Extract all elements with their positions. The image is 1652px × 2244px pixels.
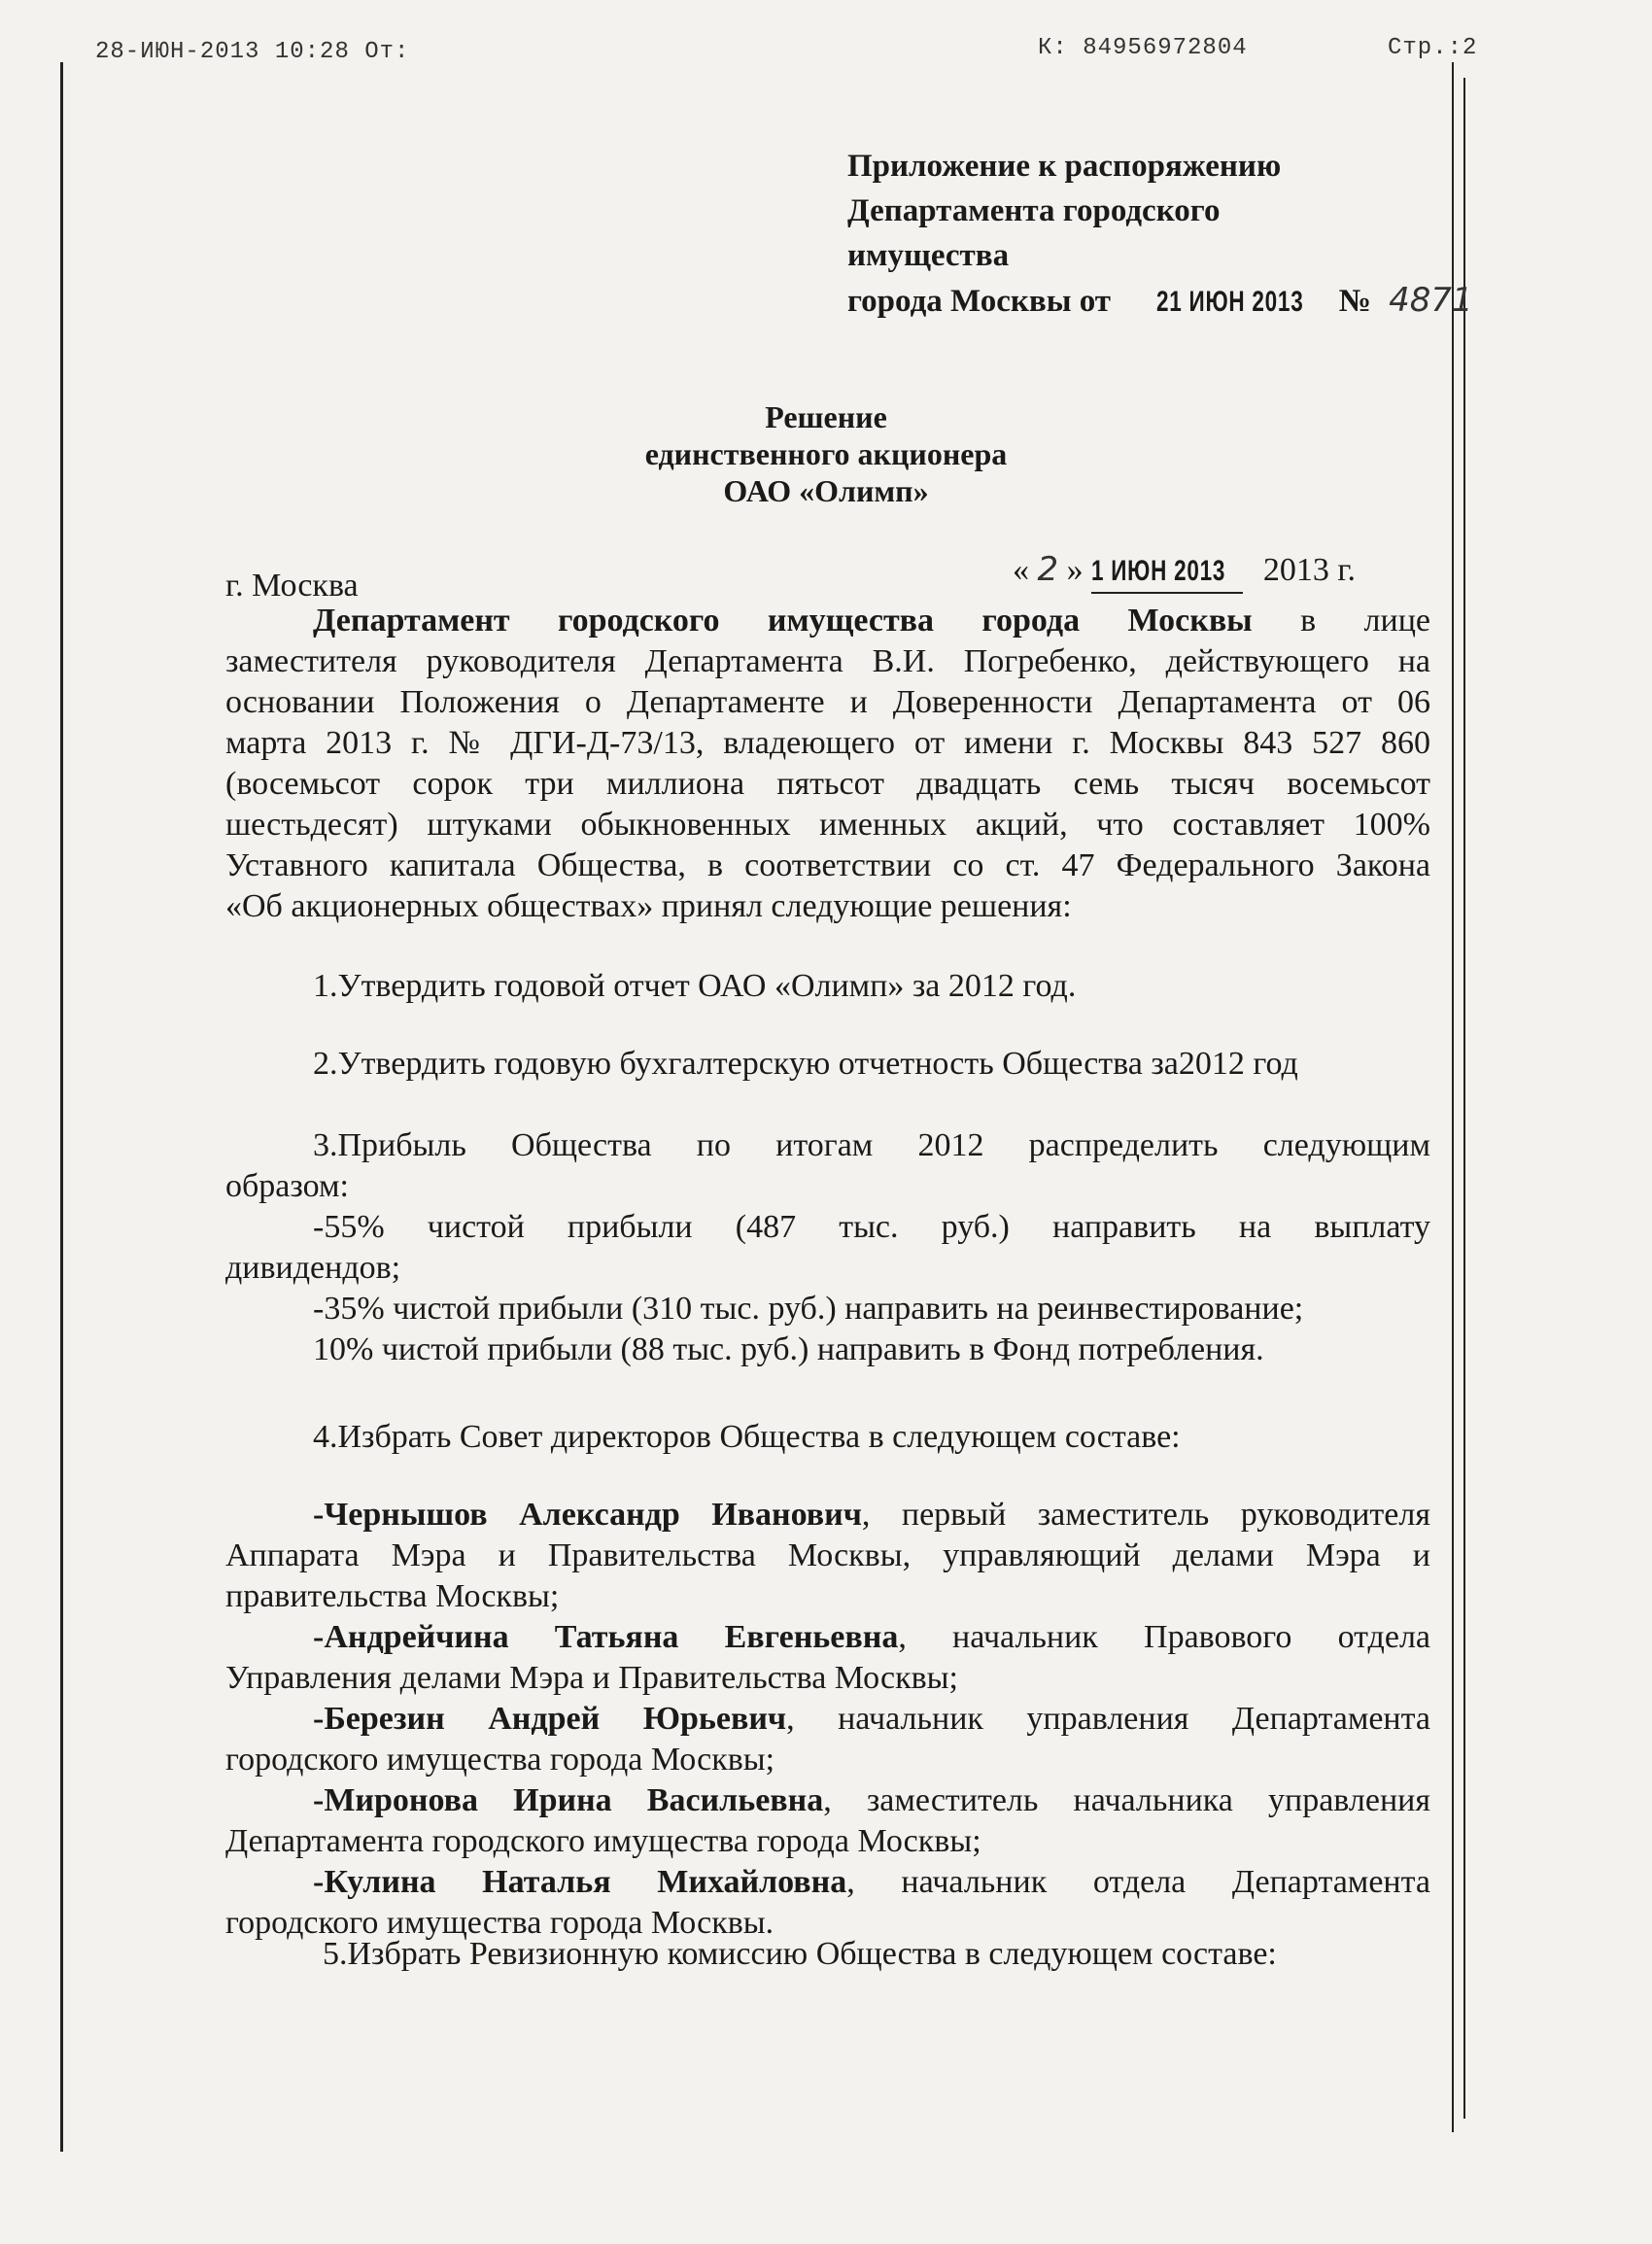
appendix-line-3: имущества: [847, 238, 1010, 273]
title-line-1: Решение: [765, 399, 887, 434]
item-3-line: дивидендов;: [225, 1250, 401, 1286]
item-3-line: -35% чистой прибыли (310 тыс. руб.) направить на реинвестирование;: [313, 1291, 1304, 1327]
intro-line: заместителя руководителя Департамента В.И. Погребенко, действующего на: [225, 643, 1430, 679]
intro-line: шестьдесят) штуками обыкновенных именных акций, что составляет 100%: [225, 807, 1430, 843]
number-sign: №: [1338, 284, 1371, 319]
date-open-quote: «: [1013, 552, 1029, 588]
board-list: [225, 1495, 1430, 1944]
fax-page-number: Стр.:2: [1388, 35, 1478, 61]
board-member-name: -Кулина Наталья Михайловна: [313, 1864, 847, 1900]
item-3-line: 10% чистой прибыли (88 тыс. руб.) направить в Фонд потребления.: [313, 1331, 1264, 1367]
board-member-name: -Чернышов Александр Иванович: [313, 1497, 862, 1533]
title-line-2: единственного акционера: [644, 436, 1008, 471]
right-margin-line: [1452, 62, 1454, 2132]
decision-date-stamp: 1 ИЮН 2013: [1091, 551, 1243, 594]
order-date-stamp: 21 ИЮН 2013: [1155, 286, 1303, 318]
item-3: [225, 1125, 1430, 1370]
title-line-3: ОАО «Олимп»: [723, 473, 929, 508]
board-member: -Чернышов Александр Иванович, первый заместитель руководителя Аппарата Мэра и Правительства Москвы, управляющий делами Мэра и правительства Москвы;: [225, 1497, 1430, 1614]
item-2: 2.Утвердить годовую бухгалтерскую отчетность Общества за2012 год: [313, 1046, 1298, 1082]
left-margin-line: [60, 62, 63, 2152]
appendix-line-4: [847, 278, 1547, 325]
item-3-line: образом:: [225, 1168, 349, 1204]
board-member: -Березин Андрей Юрьевич, начальник управления Департамента городского имущества города Москвы;: [225, 1701, 1430, 1778]
item-4: 4.Избрать Совет директоров Общества в следующем составе:: [313, 1419, 1181, 1455]
decision-title: [486, 398, 1166, 509]
item-1: 1.Утвердить годовой отчет ОАО «Олимп» за 2012 год.: [313, 968, 1077, 1004]
intro-line: Департамент городского имущества города Москвы в лице: [313, 603, 1430, 639]
fax-phone: К: 84956972804: [1038, 35, 1248, 61]
date-close-quote: »: [1066, 552, 1084, 588]
intro-line: марта 2013 г. № ДГИ-Д-73/13, владеющего от имени г. Москвы 843 527 860: [225, 725, 1430, 761]
appendix-header: [847, 144, 1547, 325]
fax-datetime: 28-ИЮН-2013 10:28 От:: [95, 39, 410, 65]
date-year: 2013 г.: [1262, 552, 1357, 588]
item-3-line: 3.Прибыль Общества по итогам 2012 распределить следующим: [313, 1127, 1430, 1163]
city: г. Москва: [225, 568, 359, 604]
order-number-handwritten: 4871: [1389, 281, 1473, 320]
board-member-name: -Андрейчина Татьяна Евгеньевна: [313, 1619, 899, 1655]
decision-date: [1013, 549, 1356, 594]
intro-line: основании Положения о Департаменте и Доверенности Департамента от 06: [225, 684, 1430, 720]
board-member: -Кулина Наталья Михайловна, начальник отдела Департамента городского имущества города Москвы.: [225, 1864, 1430, 1941]
appendix-date-prefix: города Москвы от: [847, 284, 1111, 319]
board-member: -Миронова Ирина Васильевна, заместитель начальника управления Департамента городского имущества города Москвы;: [225, 1782, 1430, 1859]
item-3-line: -55% чистой прибыли (487 тыс. руб.) направить на выплату: [313, 1209, 1430, 1245]
appendix-line-1: Приложение к распоряжению: [847, 149, 1282, 184]
board-member-name: -Березин Андрей Юрьевич: [313, 1701, 787, 1737]
right-margin-line-2: [1463, 78, 1465, 2119]
intro-paragraph: [225, 601, 1430, 927]
board-member: -Андрейчина Татьяна Евгеньевна, начальник Правового отдела Управления делами Мэра и Правительства Москвы;: [225, 1619, 1430, 1696]
item-5: 5.Избрать Ревизионную комиссию Общества в следующем составе:: [323, 1936, 1277, 1972]
intro-line: «Об акционерных обществах» принял следующие решения:: [225, 888, 1072, 924]
date-day-handwritten: 2: [1037, 550, 1059, 589]
intro-line: (восемьсот сорок три миллиона пятьсот двадцать семь тысяч восемьсот: [225, 766, 1430, 802]
board-member-name: -Миронова Ирина Васильевна: [313, 1782, 824, 1818]
appendix-line-2: Департамента городского: [847, 193, 1221, 228]
intro-line: Уставного капитала Общества, в соответствии со ст. 47 Федерального Закона: [225, 847, 1430, 883]
